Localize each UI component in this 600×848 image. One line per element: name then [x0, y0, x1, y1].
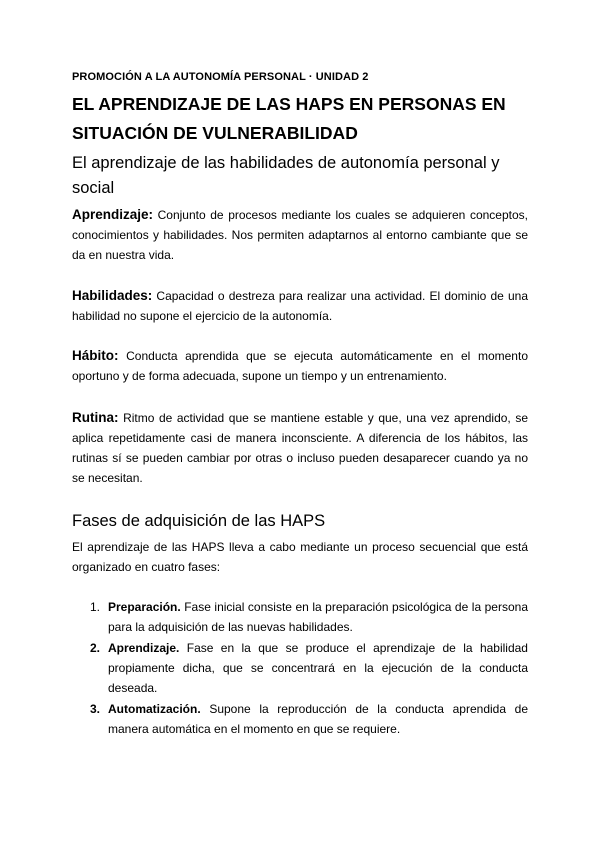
definition-term: Hábito:	[72, 348, 119, 363]
definition-text: Ritmo de actividad que se mantiene estable y que, una vez aprendido, se aplica repetidamente casi de manera inconsciente. A diferencia de los hábitos, las rutinas sí se pueden cambiar por otras o incluso pueden desaparecer cuando ya no se necesitan.	[72, 411, 528, 485]
phases-heading: Fases de adquisición de las HAPS	[72, 512, 326, 530]
phase-name: Aprendizaje.	[108, 641, 180, 655]
definition-term: Habilidades:	[72, 288, 153, 303]
list-item	[90, 638, 528, 698]
document-header: PROMOCIÓN A LA AUTONOMÍA PERSONAL · UNIDAD 2	[72, 71, 369, 83]
phase-number: 3.	[90, 702, 101, 716]
definition-text: Conducta aprendida que se ejecuta automáticamente en el momento oportuno y de forma adecuada, supone un tiempo y un entrenamiento.	[72, 349, 528, 383]
definition-term: Rutina:	[72, 410, 119, 425]
section-subtitle: El aprendizaje de las habilidades de autonomía personal y social	[72, 154, 500, 197]
phase-name: Automatización.	[108, 702, 201, 716]
phase-text: Fase inicial consiste en la preparación psicológica de la persona para la adquisición de las nuevas habilidades.	[108, 600, 528, 634]
definition-habilidades	[72, 286, 528, 326]
phase-number: 2.	[90, 641, 101, 655]
document-title: EL APRENDIZAJE DE LAS HAPS EN PERSONAS EN SITUACIÓN DE VULNERABILIDAD	[72, 94, 506, 143]
phases-intro: El aprendizaje de las HAPS lleva a cabo mediante un proceso secuencial que está organizado en cuatro fases:	[72, 540, 528, 574]
definition-rutina	[72, 408, 528, 488]
definition-aprendizaje	[72, 205, 528, 265]
list-item	[90, 699, 528, 739]
definition-habito	[72, 346, 528, 386]
document-page	[72, 70, 528, 740]
phases-list	[72, 597, 528, 739]
phase-text: Fase en la que se produce el aprendizaje de la habilidad propiamente dicha, que se concentrará en la ejecución de la conducta deseada.	[108, 641, 528, 695]
phase-name: Preparación.	[108, 600, 181, 614]
phase-number: 1.	[90, 600, 101, 614]
definition-text: Capacidad o destreza para realizar una actividad. El dominio de una habilidad no supone el ejercicio de la autonomía.	[72, 289, 528, 323]
list-item	[90, 597, 528, 637]
phase-text: Supone la reproducción de la conducta aprendida de manera automática en el momento en que se requiere.	[108, 702, 528, 736]
definition-text: Conjunto de procesos mediante los cuales se adquieren conceptos, conocimientos y habilidades. Nos permiten adaptarnos al entorno cambiante que se da en nuestra vida.	[72, 208, 528, 262]
definition-term: Aprendizaje:	[72, 207, 154, 222]
